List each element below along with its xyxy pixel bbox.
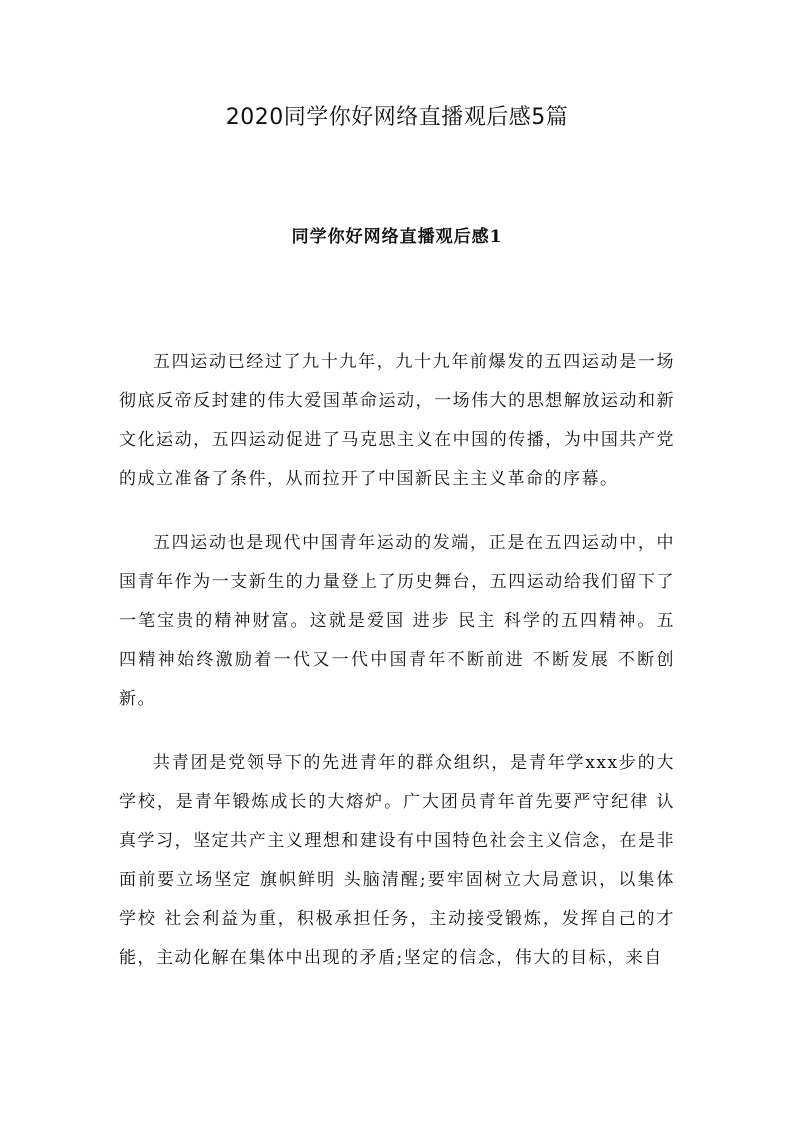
document-body: [119, 343, 675, 1003]
document-title: 2020同学你好网络直播观后感5篇: [225, 105, 569, 130]
paragraph-1: 五四运动已经过了九十九年，九十九年前爆发的五四运动是一场彻底反帝反封建的伟大爱国革命运动，一场伟大的思想解放运动和新文化运动，五四运动促进了马克思主义在中国的传播，为中国共产党的成立准备了条件，从而拉开了中国新民主主义革命的序幕。: [119, 352, 675, 489]
section-title: 同学你好网络直播观后感1: [291, 227, 503, 247]
paragraph-2: 五四运动也是现代中国青年运动的发端，正是在五四运动中，中国青年作为一支新生的力量登上了历史舞台，五四运动给我们留下了一笔宝贵的精神财富。这就是爱国 进步 民主 科学的五四精神。五四精神始终激励着一代又一代中国青年不断前进 不断发展 不断创新。: [119, 533, 675, 709]
paragraph-3: 共青团是党领导下的先进青年的群众组织，是青年学xxx步的大学校，是青年锻炼成长的大熔炉。广大团员青年首先要严守纪律 认真学习，坚定共产主义理想和建设有中国特色社会主义信念，在是非面前要立场坚定 旗帜鲜明 头脑清醒;要牢固树立大局意识，以集体学校 社会利益为重，积极承担任务，主动接受锻炼，发挥自己的才能，主动化解在集体中出现的矛盾;坚定的信念，伟大的目标，来自: [119, 753, 675, 968]
